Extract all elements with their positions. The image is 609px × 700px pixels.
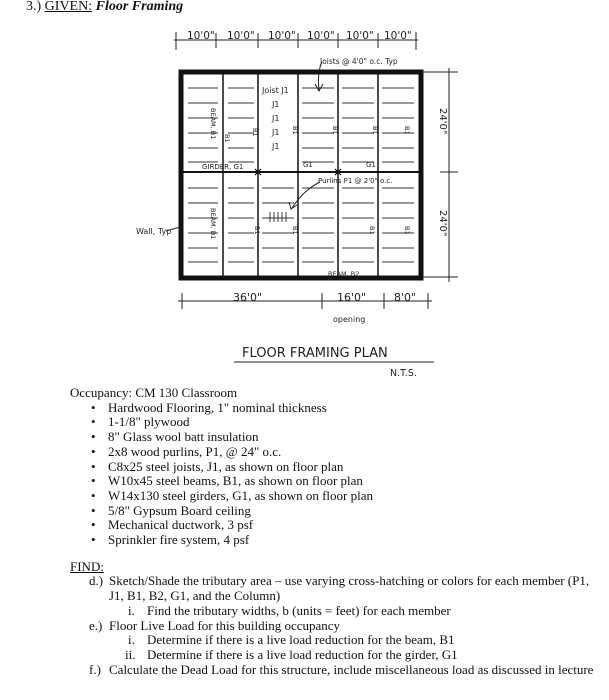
opening-label: opening <box>333 315 366 324</box>
beam-lines <box>223 74 378 276</box>
joist-tag-2: J1 <box>272 100 280 109</box>
find-item-e <box>89 619 605 663</box>
wall-label: Wall, Typ <box>136 227 172 236</box>
joist-tag-3: J1 <box>272 114 280 123</box>
materials-list <box>70 401 605 548</box>
occupancy-line: Occupancy: CM 130 Classroom <box>70 385 238 400</box>
girder-label: GIRDER, G1 <box>202 163 244 171</box>
find-marker: d.) <box>89 573 104 589</box>
purlins-note: Purlins P1 @ 2'0" o.c. <box>318 177 393 185</box>
beam-mark-9: B1 <box>368 226 376 235</box>
scale-note: N.T.S. <box>390 368 417 379</box>
sub-marker: i. <box>128 632 135 648</box>
material-item: • W10x45 steel beams, B1, as shown on floor plan <box>91 474 605 489</box>
joist-tag-4: J1 <box>272 128 280 137</box>
beam-mark-10: B1 <box>403 226 411 235</box>
find-text: Sketch/Shade the tributary area – use varying cross-hatching or colors for each member (P1, J1, B1, B2, G1, and the Column) <box>109 573 590 604</box>
problem-body <box>70 386 605 677</box>
top-dim-6: 10'0" <box>384 30 412 42</box>
plan-title: FLOOR FRAMING PLAN <box>242 346 388 361</box>
given-label: GIVEN: <box>44 0 93 14</box>
sub-text: Determine if there is a live load reduction for the beam, B1 <box>147 632 455 648</box>
find-item-f <box>89 663 605 678</box>
find-subitem <box>109 648 605 663</box>
material-item: • W14x130 steel girders, G1, as shown on floor plan <box>91 489 605 504</box>
beam-b2-label: BEAM, B2 <box>328 270 360 278</box>
beam-mark-2: B1 <box>251 128 259 137</box>
joist-tag-5: J1 <box>272 142 280 151</box>
find-label: FIND: <box>70 558 104 574</box>
find-text: Calculate the Dead Load for this structure, include miscellaneous load as discussed in lecture <box>109 661 594 677</box>
bottom-dim-left: 36'0" <box>233 291 263 304</box>
material-item: • Hardwood Flooring, 1" nominal thickness <box>91 401 605 416</box>
beam-mark-6: B1 <box>403 126 411 135</box>
joists-upper <box>188 88 414 162</box>
beam-mark-8: B1 <box>291 226 299 235</box>
beam-mark-4: B1 <box>331 126 339 135</box>
top-dim-1: 10'0" <box>187 30 215 42</box>
top-dim-3: 10'0" <box>268 30 296 42</box>
find-item-d <box>89 574 605 618</box>
find-marker: f.) <box>89 661 101 677</box>
top-dim-4: 10'0" <box>307 30 335 42</box>
find-text: Floor Live Load for this building occupancy <box>109 617 341 633</box>
beam-mark-1: B1 <box>223 134 231 143</box>
beam-mark-3: B1 <box>291 126 299 135</box>
right-dim-upper: 24'0" <box>437 108 448 135</box>
material-item: • 8" Glass wool batt insulation <box>91 430 605 445</box>
right-dimension-line <box>422 68 458 282</box>
right-dim-lower: 24'0" <box>437 210 448 237</box>
sub-text: Determine if there is a live load reduction for the girder, G1 <box>147 646 458 662</box>
material-item: • 5/8" Gypsum Board ceiling <box>91 504 605 519</box>
material-item: • Mechanical ductwork, 3 psf <box>91 518 605 533</box>
beam-label-upper: BEAM, B1 <box>209 108 217 140</box>
find-list <box>70 574 605 677</box>
sub-marker: ii. <box>125 646 136 662</box>
g1-mark-2: G1 <box>366 161 376 169</box>
beam-label-lower: BEAM, B1 <box>209 208 217 240</box>
joists-note: Joists @ 4'0" o.c. Typ <box>320 57 398 66</box>
find-subitem <box>109 604 605 619</box>
g1-mark-1: G1 <box>303 161 313 169</box>
beam-mark-5: B1 <box>371 126 379 135</box>
sub-text: Find the tributary widths, b (units = feet) for each member <box>147 602 451 618</box>
material-item: • C8x25 steel joists, J1, as shown on floor plan <box>91 460 605 475</box>
problem-number: 3.) <box>26 0 42 14</box>
material-item: • 2x8 wood purlins, P1, @ 24" o.c. <box>91 445 605 460</box>
sub-marker: i. <box>128 602 135 618</box>
material-item: • 1-1/8" plywood <box>91 415 605 430</box>
joist-tag-label: Joist J1 <box>262 86 289 95</box>
find-subitem <box>109 633 605 648</box>
beam-mark-7: B1 <box>253 226 261 235</box>
bottom-dim-middle: 16'0" <box>337 291 367 304</box>
purlin-ticks <box>270 212 286 222</box>
purlins-note-arrow <box>292 182 320 208</box>
top-dim-2: 10'0" <box>227 30 255 42</box>
problem-topic: Floor Framing <box>95 0 184 14</box>
joists-lower <box>188 188 414 262</box>
top-dim-5: 10'0" <box>346 30 374 42</box>
bottom-dim-right: 8'0" <box>394 291 417 304</box>
material-item: • Sprinkler fire system, 4 psf <box>91 533 605 548</box>
find-marker: e.) <box>89 617 103 633</box>
